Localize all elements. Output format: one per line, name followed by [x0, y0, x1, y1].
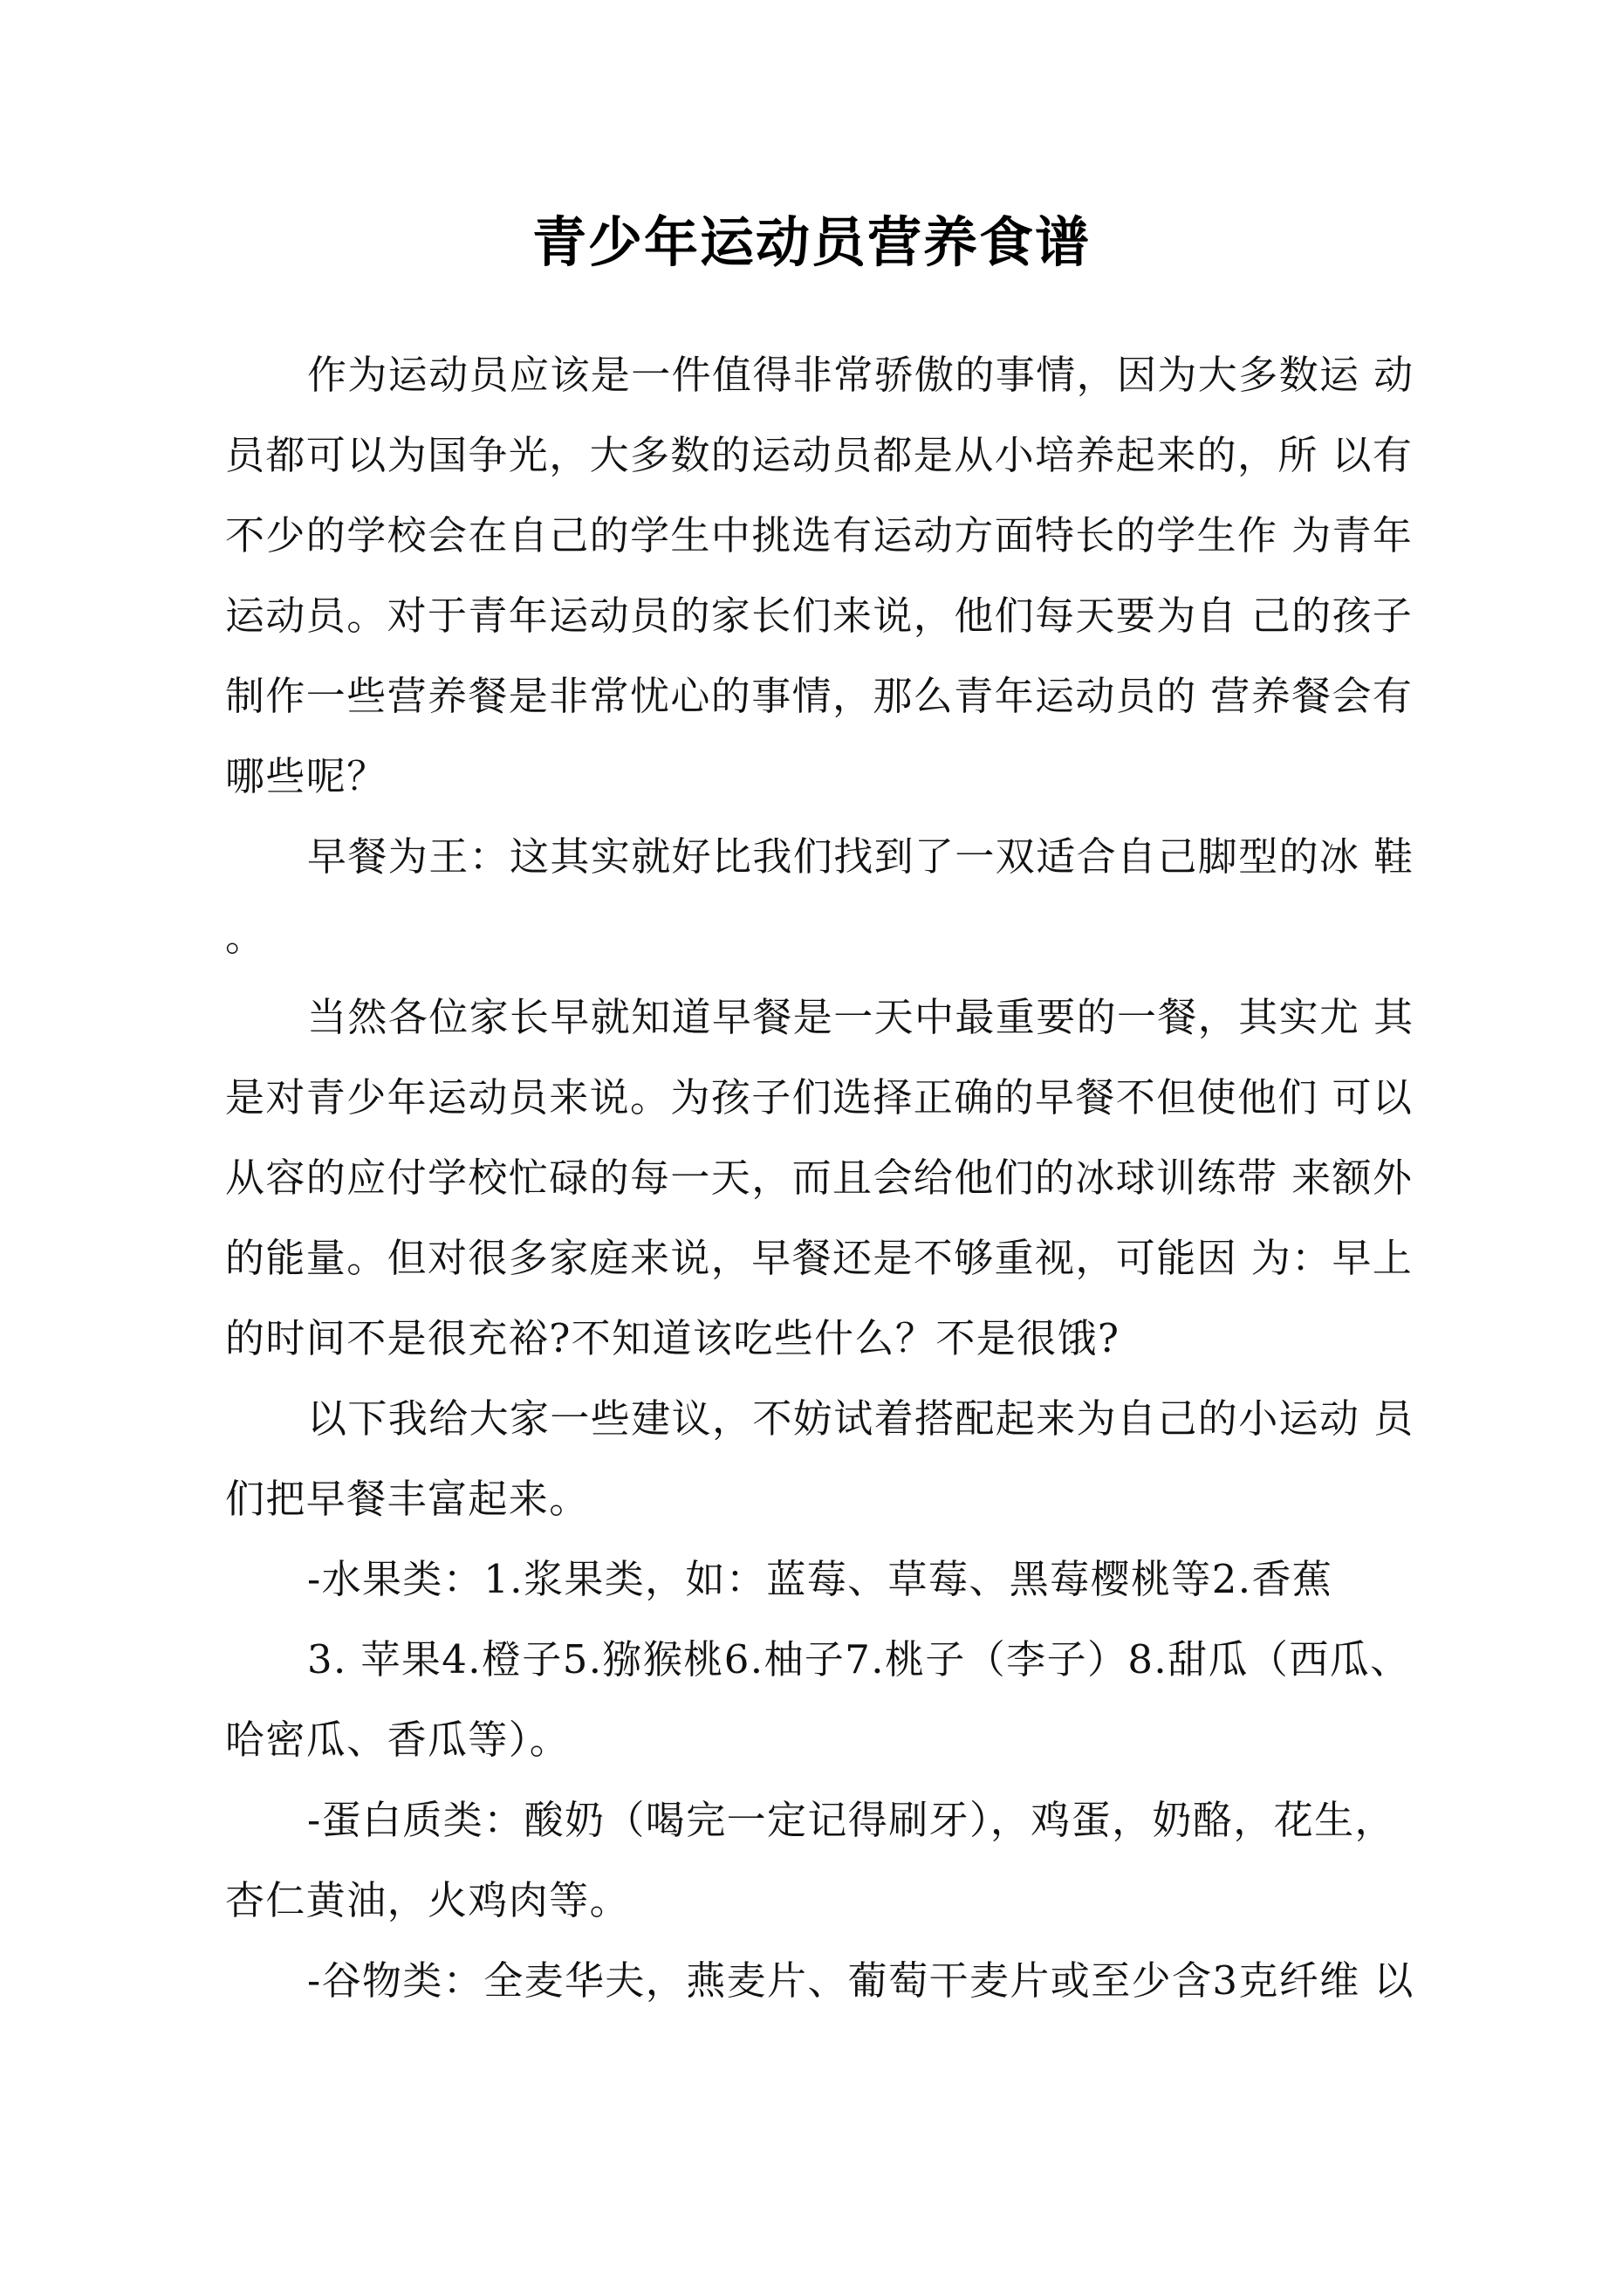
paragraph-line: 员都可以为国争光，大多数的运动员都是从小培养起来的，所 以有 [225, 432, 1414, 478]
paragraph-line: 制作一些营养餐是非常忧心的事情，那么青年运动员的 营养餐会有 [225, 673, 1414, 719]
paragraph-line: 作为运动员应该是一件值得非常骄傲的事情，因为大多数运 动 [307, 352, 1414, 398]
list-item-grain: -谷物类：全麦华夫，燕麦片、葡萄干麦片或至少含3克纤维 以 [307, 1957, 1414, 2004]
paragraph-line: 从容的应付学校忙碌的每一天，而且会给他们的冰球训练带 来额外 [225, 1155, 1414, 1201]
list-item-fruit-cont: 哈密瓜、香瓜等）。 [225, 1717, 571, 1763]
paragraph-line: 是对青少年运动员来说。为孩子们选择正确的早餐不但使他们 可以 [225, 1074, 1414, 1121]
paragraph-line: 。 [225, 914, 266, 960]
paragraph-line: 的时间不是很充裕?不知道该吃些什么？不是很饿? [225, 1315, 1120, 1361]
paragraph-line: 以下我给大家一些建议，不妨试着搭配起来为自己的小运动 员 [307, 1395, 1414, 1442]
list-item-protein-cont: 杏仁黄油，火鸡肉等。 [225, 1877, 631, 1923]
document-title: 青少年运动员营养食谱 [531, 210, 1091, 274]
paragraph-line: 哪些呢？ [225, 753, 387, 799]
paragraph-line: 运动员。对于青年运动员的家长们来说，他们每天要为自 己的孩子 [225, 593, 1414, 639]
paragraph-line: 当然各位家长早就知道早餐是一天中最重要的一餐，其实尤 其 [307, 994, 1414, 1040]
list-item-fruit-cont: 3. 苹果4.橙子5.猕猴桃6.柚子7.桃子（李子）8.甜瓜（西瓜、 [307, 1636, 1411, 1683]
list-item-fruit: -水果类：1.浆果类，如：蓝莓、草莓、黑莓樱桃等2.香蕉 [307, 1556, 1333, 1602]
list-item-protein: -蛋白质类：酸奶（喝完一定记得刷牙），鸡蛋，奶酪，花生， [307, 1797, 1395, 1843]
paragraph-line: 早餐为王：这其实就好比我们找到了一双适合自己脚型的冰 鞋 [307, 833, 1414, 880]
paragraph-line: 不少的学校会在自己的学生中挑选有运动方面特长的学生作 为青年 [225, 512, 1414, 559]
paragraph-line: 的能量。但对很多家庭来说，早餐还是不够重视，可能因 为：早上 [225, 1235, 1414, 1281]
paragraph-line: 们把早餐丰富起来。 [225, 1476, 590, 1522]
